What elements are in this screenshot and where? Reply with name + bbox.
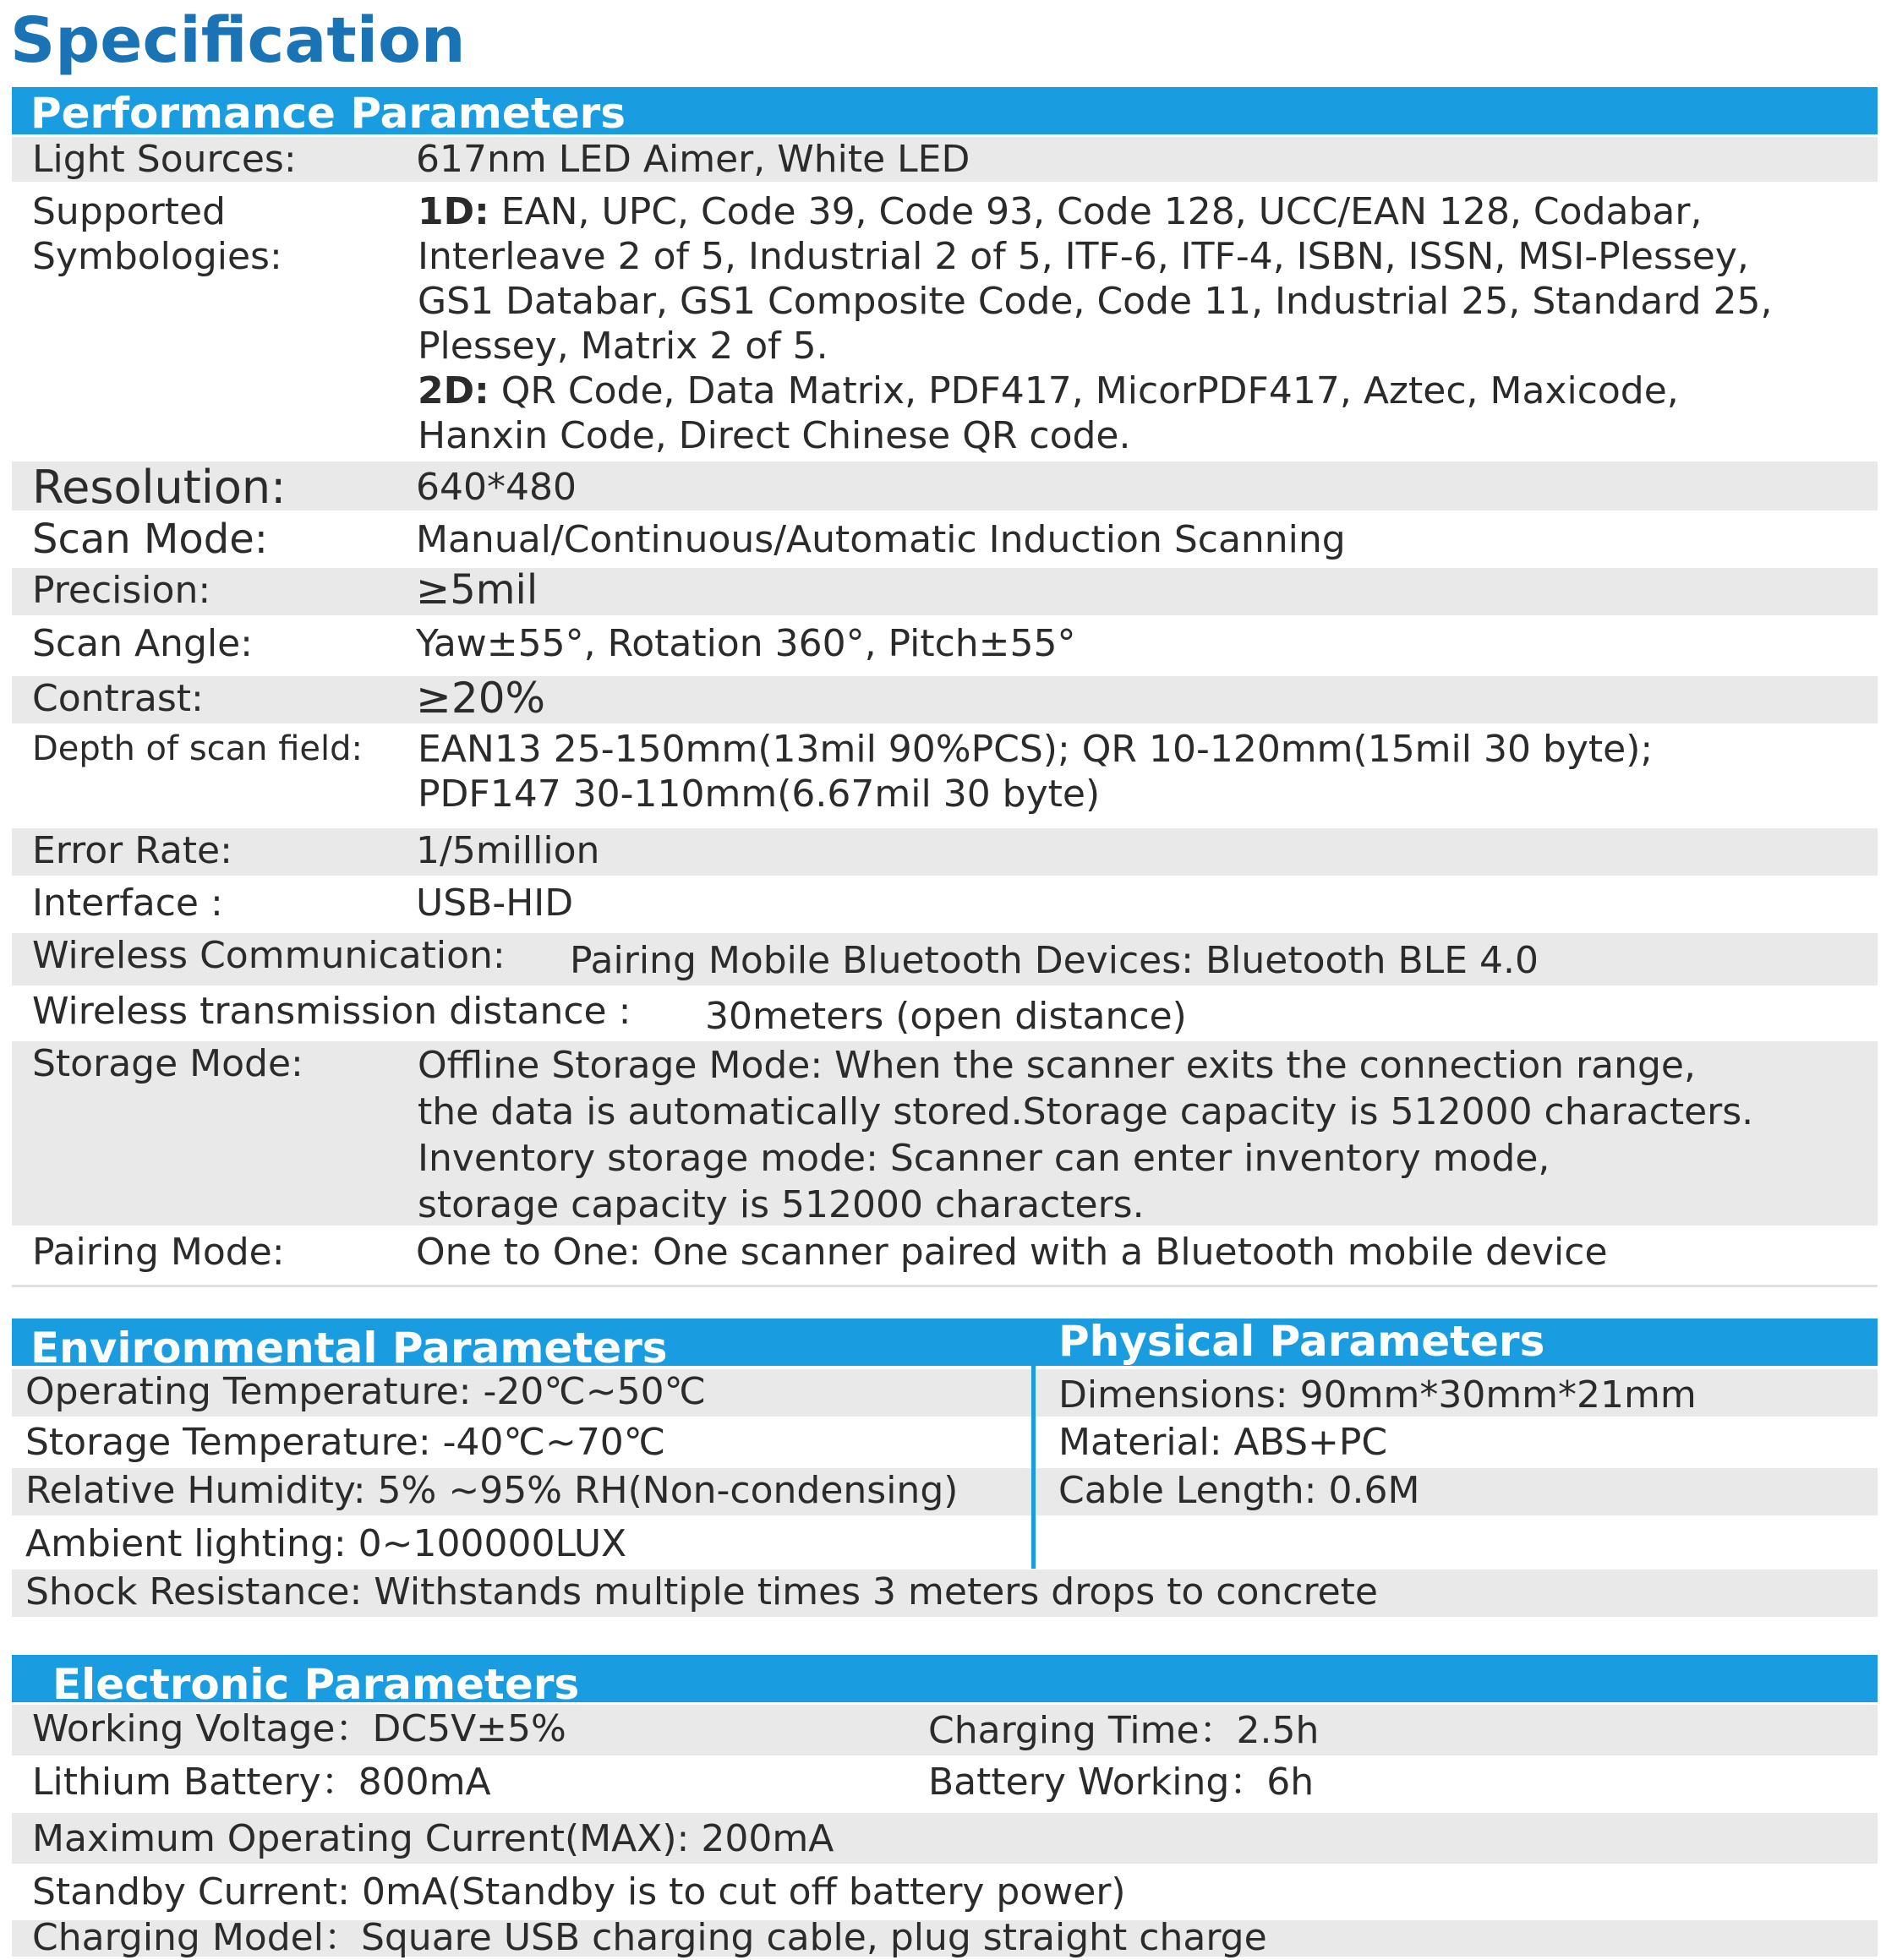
- elec-row-4: [12, 1866, 1878, 1917]
- symbology-2d-tag: 2D:: [418, 369, 489, 412]
- environmental-physical-header: [12, 1318, 1878, 1366]
- spec-row-interface: [12, 881, 1878, 928]
- spec-value: Pairing Mobile Bluetooth Devices: Bluetooth BLE 4.0: [570, 939, 1539, 982]
- symbology-line: Interleave 2 of 5, Industrial 2 of 5, ITF-6, ITF-4, ISBN, ISSN, MSI-Plessey,: [418, 235, 1749, 278]
- spec-row-wireless-distance: [12, 989, 1878, 1036]
- spec-label: Depth of scan field:: [32, 729, 364, 768]
- operating-temperature: Operating Temperature: -20℃~50℃: [25, 1370, 707, 1413]
- symbology-line: EAN, UPC, Code 39, Code 93, Code 128, UCC/EAN 128, Codabar,: [489, 190, 1703, 233]
- electronic-heading: Electronic Parameters: [52, 1660, 580, 1702]
- spec-row-error-rate: [12, 828, 1878, 876]
- spec-value: [418, 727, 1653, 816]
- column-divider: [1031, 1365, 1036, 1569]
- material: Material: ABS+PC: [1058, 1421, 1388, 1464]
- spec-value: ≥5mil: [416, 566, 538, 614]
- depth-line: EAN13 25-150mm(13mil 90%PCS); QR 10-120mm(15mil 30 byte);: [418, 728, 1654, 771]
- spec-value: 30meters (open distance): [705, 995, 1187, 1038]
- page-title: Specification: [10, 4, 466, 77]
- spec-value: One to One: One scanner paired with a Bluetooth mobile device: [416, 1231, 1608, 1274]
- spec-label: Contrast:: [32, 677, 204, 720]
- spec-row-scan-angle: [12, 621, 1878, 669]
- spec-row-wireless-communication: [12, 933, 1878, 985]
- symbology-line: Hanxin Code, Direct Chinese QR code.: [418, 414, 1131, 457]
- relative-humidity: Relative Humidity: 5% ~95% RH(Non-condensing): [25, 1469, 959, 1512]
- spec-value: [418, 189, 1772, 458]
- spec-label: Interface :: [32, 882, 223, 925]
- spec-label: Scan Mode:: [32, 516, 268, 563]
- storage-line: storage capacity is 512000 characters.: [418, 1183, 1145, 1226]
- spec-row-depth: [12, 727, 1878, 820]
- spec-label: Storage Mode:: [32, 1042, 303, 1085]
- shock-resistance: Shock Resistance: Withstands multiple times 3 meters drops to concrete: [25, 1570, 1378, 1613]
- env-row-5: [12, 1570, 1878, 1617]
- elec-row-3: [12, 1813, 1878, 1864]
- spec-value: ≥20%: [416, 674, 546, 723]
- storage-line: Inventory storage mode: Scanner can enter inventory mode,: [418, 1137, 1550, 1180]
- spec-row-symbologies: [12, 189, 1878, 458]
- spec-value: 617nm LED Aimer, White LED: [416, 138, 970, 181]
- ambient-lighting: Ambient lighting: 0~100000LUX: [25, 1522, 627, 1565]
- depth-line: PDF147 30-110mm(6.67mil 30 byte): [418, 773, 1101, 816]
- spec-row-pairing-mode: [12, 1230, 1878, 1277]
- spec-value: Yaw±55°, Rotation 360°, Pitch±55°: [416, 622, 1076, 665]
- storage-temperature: Storage Temperature: -40℃~70℃: [25, 1421, 666, 1464]
- section-divider: [12, 1285, 1878, 1287]
- elec-row-2: [12, 1760, 1878, 1809]
- spec-label: Scan Angle:: [32, 622, 253, 665]
- spec-value: 640*480: [416, 466, 577, 509]
- env-row-3: [12, 1468, 1878, 1515]
- spec-row-storage-mode: [12, 1041, 1878, 1226]
- spec-row-resolution: [12, 461, 1878, 514]
- dimensions: Dimensions: 90mm*30mm*21mm: [1058, 1373, 1697, 1417]
- storage-line: Offline Storage Mode: When the scanner exits the connection range,: [418, 1044, 1696, 1087]
- env-row-1: [12, 1369, 1878, 1417]
- spec-value: USB-HID: [416, 882, 574, 925]
- storage-line: the data is automatically stored.Storage capacity is 512000 characters.: [418, 1090, 1754, 1133]
- lithium-battery: Lithium Battery：800mA: [32, 1761, 491, 1804]
- working-voltage: Working Voltage：DC5V±5%: [32, 1707, 566, 1750]
- spec-label: Resolution:: [32, 461, 287, 514]
- charging-model: Charging Model：Square USB charging cable, plug straight charge: [32, 1916, 1267, 1959]
- spec-row-scan-mode: [12, 517, 1878, 565]
- spec-row-light-sources: [12, 137, 1878, 182]
- symbology-line: Plessey, Matrix 2 of 5.: [418, 325, 828, 368]
- elec-row-5: [12, 1916, 1878, 1959]
- electronic-header: [12, 1655, 1878, 1702]
- spec-value: 1/5million: [416, 829, 600, 872]
- spec-value: [418, 1043, 1753, 1229]
- battery-working: Battery Working：6h: [928, 1761, 1315, 1804]
- spec-row-precision: [12, 568, 1878, 615]
- spec-label: Supported: [32, 190, 226, 233]
- spec-label: Light Sources:: [32, 138, 297, 181]
- physical-heading: Physical Parameters: [1058, 1318, 1545, 1366]
- spec-row-contrast: [12, 676, 1878, 723]
- cable-length: Cable Length: 0.6M: [1058, 1469, 1420, 1512]
- charging-time: Charging Time：2.5h: [928, 1709, 1320, 1752]
- symbology-line: QR Code, Data Matrix, PDF417, MicorPDF417, Aztec, Maxicode,: [489, 369, 1679, 412]
- spec-label: Wireless transmission distance :: [32, 990, 631, 1033]
- elec-row-1: [12, 1705, 1878, 1755]
- symbology-1d-tag: 1D:: [418, 190, 489, 233]
- performance-heading: Performance Parameters: [30, 89, 626, 134]
- spec-label: Precision:: [32, 569, 211, 612]
- spec-label: Symbologies:: [32, 235, 282, 278]
- spec-label: Error Rate:: [32, 829, 232, 872]
- spec-value: Manual/Continuous/Automatic Induction Scanning: [416, 518, 1346, 561]
- env-row-2: [12, 1420, 1878, 1467]
- env-row-4: [12, 1521, 1878, 1569]
- max-operating-current: Maximum Operating Current(MAX): 200mA: [32, 1817, 834, 1860]
- standby-current: Standby Current: 0mA(Standby is to cut off battery power): [32, 1870, 1126, 1914]
- spec-label: Wireless Communication:: [32, 934, 506, 977]
- symbology-line: GS1 Databar, GS1 Composite Code, Code 11, Industrial 25, Standard 25,: [418, 280, 1773, 323]
- performance-header: [12, 87, 1878, 134]
- spec-label: Pairing Mode:: [32, 1231, 285, 1274]
- environmental-heading: Environmental Parameters: [30, 1324, 668, 1366]
